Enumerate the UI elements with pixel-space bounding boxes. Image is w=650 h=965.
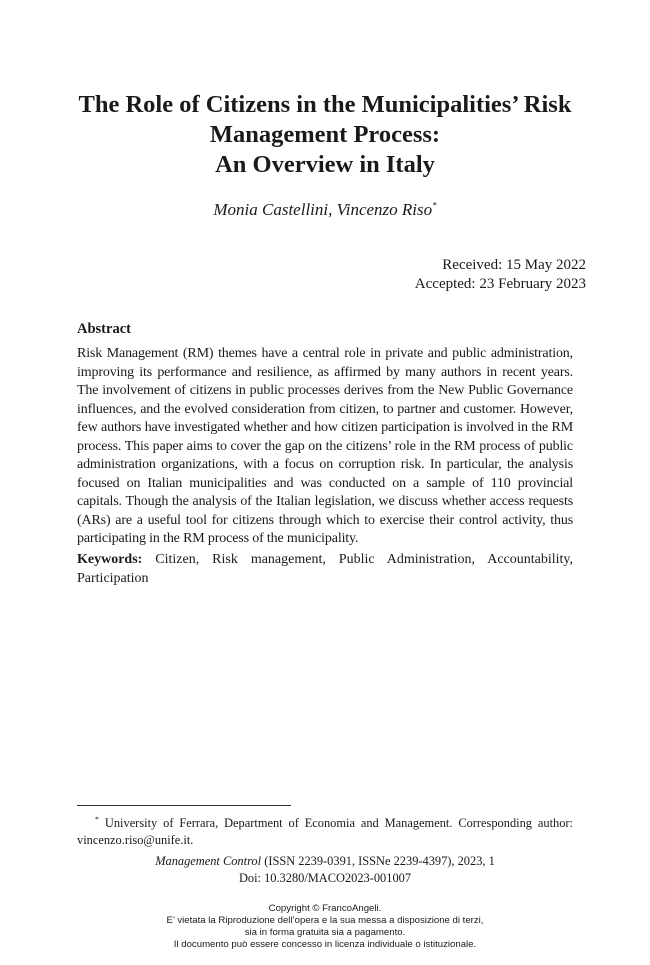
abstract-text: Risk Management (RM) themes have a central role in private and public administration, improving its performance and resilience, as affirmed by many authors in recent years. The involvement of citizens in public processes derives from the New Public Governance influences, and the evolved consideration from citizen, to partner and customer. However, few authors have investigated whether and how citizen participation is involved in the RM process. This paper aims to cover the gap on the citizens’ role in the RM process of public administration organizations, with a focus on corruption risk. In particular, the analysis focused on Italian municipalities and was conducted on a sample of 110 provincial capitals. Though the analysis of the Italian legislation, we discuss whether access requests (ARs) are a useful tool for citizens through which to exercise their control activity, thus participating in the RM process of the municipality. bbox=[77, 346, 573, 546]
copyright-line: sia in forma gratuita sia a pagamento. bbox=[244, 927, 406, 938]
received-date: Received: 15 May 2022 bbox=[442, 257, 586, 273]
title-line: The Role of Citizens in the Municipalities’ Risk bbox=[78, 91, 572, 118]
journal-info bbox=[0, 853, 650, 886]
footnote-divider bbox=[77, 805, 291, 806]
title-line: Management Process: bbox=[209, 121, 441, 148]
submission-dates bbox=[415, 256, 586, 294]
footnote-text: University of Ferrara, Department of Economia and Management. Corresponding author: vincenzo.riso@unife.it. bbox=[77, 816, 573, 847]
footnote bbox=[77, 812, 573, 848]
author-footnote-mark: * bbox=[432, 200, 437, 211]
author-line bbox=[0, 200, 650, 220]
journal-details: (ISSN 2239-0391, ISSNe 2239-4397), 2023, 1 bbox=[264, 854, 495, 868]
keywords-text: Citizen, Risk management, Public Administration, Accountability, Participation bbox=[77, 552, 574, 586]
title-line: An Overview in Italy bbox=[215, 151, 435, 178]
authors: Monia Castellini, Vincenzo Riso bbox=[213, 200, 433, 219]
keywords bbox=[77, 551, 573, 588]
copyright-notice bbox=[0, 903, 650, 951]
copyright-line: Copyright © FrancoAngeli. bbox=[268, 903, 382, 914]
copyright-line: Il documento può essere concesso in licenza individuale o istituzionale. bbox=[173, 939, 477, 950]
abstract-heading: Abstract bbox=[77, 321, 131, 337]
keywords-label: Keywords: bbox=[77, 552, 143, 567]
accepted-date: Accepted: 23 February 2023 bbox=[414, 276, 586, 292]
paper-title bbox=[40, 90, 610, 180]
journal-name: Management Control bbox=[155, 854, 262, 868]
footnote-mark: * bbox=[95, 815, 99, 824]
copyright-line: E’ vietata la Riproduzione dell’opera e la sua messa a disposizione di terzi, bbox=[166, 915, 484, 926]
doi: Doi: 10.3280/MACO2023-001007 bbox=[238, 870, 412, 885]
